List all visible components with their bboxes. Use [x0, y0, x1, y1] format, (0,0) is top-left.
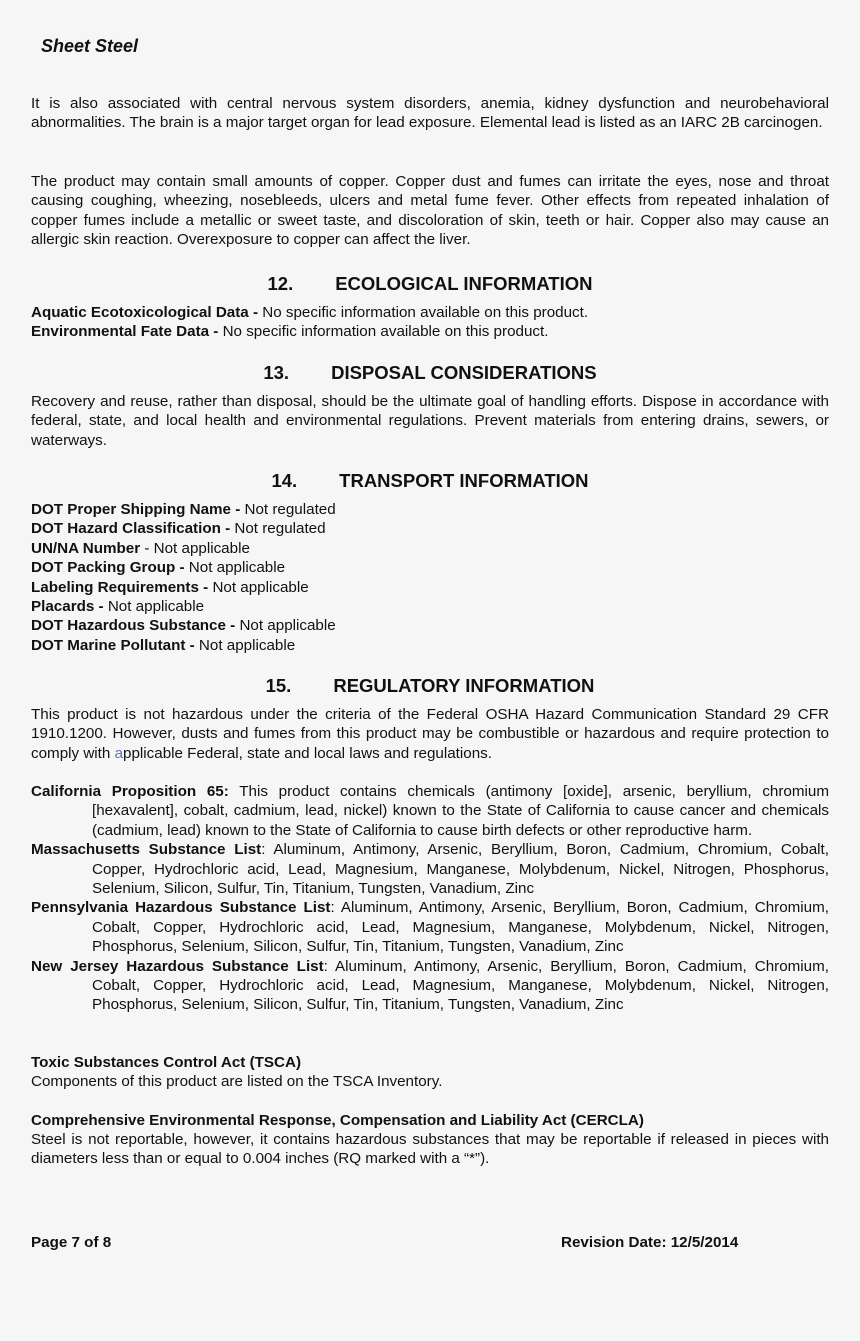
intro-paragraph-copper: The product may contain small amounts of copper. Copper dust and fumes can irritate the eyes, nose and throat causing coughing, wheezing, nosebleeds, ulcers and metal fume fever. Other effects from repeated inhalation of copper fumes include a metallic or sweet taste, and discoloration of skin, teeth or hair. Copper also may cause an allergic skin reaction. Overexposure to copper can affect the liver.	[31, 173, 829, 249]
kv-value: Not applicable	[194, 636, 296, 654]
list-label: Pennsylvania Hazardous Substance List	[31, 899, 331, 917]
section-12-title: ECOLOGICAL INFORMATION	[335, 273, 593, 294]
kv-label: DOT Hazardous Substance -	[31, 617, 236, 635]
section-14-heading	[31, 470, 829, 492]
kv-value: No specific information available on this product.	[258, 304, 589, 321]
tsca-text: Components of this product are listed on the TSCA Inventory.	[31, 1073, 443, 1090]
section-12-heading	[31, 273, 829, 295]
list-massachusetts	[31, 840, 829, 898]
intro-text-highlight: a	[114, 744, 124, 762]
list-value: This product contains chemicals (antimony [oxide], arsenic, beryllium, chromium [hexavalent], cobalt, cadmium, lead, nickel) known to the State of California to cause cancer and chemicals (cadmium, lead) known to the State of California to cause birth defects or other reproductive harm.	[92, 783, 829, 839]
section-15-title: REGULATORY INFORMATION	[333, 675, 595, 696]
kv-label: Environmental Fate Data -	[31, 323, 219, 341]
kv-packing-group	[31, 558, 829, 577]
list-label: New Jersey Hazardous Substance List	[31, 957, 324, 975]
section-13-title: DISPOSAL CONSIDERATIONS	[331, 362, 597, 383]
list-value: : Aluminum, Antimony, Arsenic, Beryllium, Boron, Cadmium, Chromium, Cobalt, Copper, Hydrochloric acid, Lead, Magnesium, Manganese, Molybdenum, Nickel, Nitrogen, Phosphorus, Selenium, Silicon, Sulfur, Tin, Titanium, Tungsten, Vanadium, Zinc	[92, 841, 829, 898]
list-label: California Proposition 65:	[31, 783, 229, 800]
kv-label: UN/NA Number	[31, 539, 141, 557]
kv-value: Not applicable	[208, 578, 309, 596]
revision-date: Revision Date: 12/5/2014	[561, 1234, 739, 1251]
kv-value: Not regulated	[230, 520, 326, 538]
intro-paragraph-lead: It is also associated with central nervous system disorders, anemia, kidney dysfunction and neurobehavioral abnormalities. The brain is a major target organ for lead exposure. Elemental lead is listed as an IARC 2B carcinogen.	[31, 95, 829, 132]
kv-un-number	[31, 539, 829, 558]
section-15-heading	[31, 675, 829, 697]
kv-label: DOT Packing Group -	[31, 559, 185, 577]
kv-value: Not applicable	[235, 617, 336, 635]
kv-aquatic	[31, 303, 829, 322]
kv-marine-pollutant	[31, 636, 829, 655]
section-13-heading	[31, 362, 829, 384]
section-15-intro	[31, 705, 829, 763]
document-title: Sheet Steel	[41, 36, 139, 56]
section-14-list	[31, 500, 829, 655]
kv-hazard-class	[31, 519, 829, 538]
list-pennsylvania	[31, 898, 829, 956]
section-12-number: 12.	[267, 273, 294, 294]
kv-value: Not applicable	[103, 598, 205, 616]
kv-label: DOT Hazard Classification -	[31, 520, 231, 538]
kv-hazardous-substance	[31, 616, 829, 635]
kv-label: Aquatic Ecotoxicological Data -	[31, 304, 259, 321]
list-new-jersey	[31, 957, 829, 1015]
kv-placards	[31, 597, 829, 616]
tsca-title: Toxic Substances Control Act (TSCA)	[31, 1054, 302, 1071]
kv-label: DOT Proper Shipping Name -	[31, 501, 241, 518]
kv-value: Not regulated	[240, 501, 336, 518]
section-13-text: Recovery and reuse, rather than disposal, should be the ultimate goal of handling efforts. Dispose in accordance with federal, state, and local health and environmental regulations. Prevent materials from entering drains, sewers, or waterways.	[31, 393, 829, 449]
list-california-prop65	[31, 782, 829, 840]
cercla-text: Steel is not reportable, however, it contains hazardous substances that may be reportable if released in pieces with diameters less than or equal to 0.004 inches (RQ marked with a “*”).	[31, 1131, 829, 1168]
list-value: : Aluminum, Antimony, Arsenic, Beryllium, Boron, Cadmium, Chromium, Cobalt, Copper, Hydrochloric acid, Lead, Magnesium, Manganese, Molybdenum, Nickel, Nitrogen, Phosphorus, Selenium, Silicon, Sulfur, Tin, Titanium, Tungsten, Vanadium, Zinc	[92, 899, 829, 956]
intro-text-b: pplicable Federal, state and local laws and regulations.	[123, 744, 492, 762]
kv-value: No specific information available on this product.	[218, 323, 549, 341]
section-15-number: 15.	[265, 675, 292, 696]
kv-value: - Not applicable	[140, 539, 250, 557]
section-12-list	[31, 303, 829, 342]
state-lists	[31, 782, 829, 1015]
list-value: : Aluminum, Antimony, Arsenic, Beryllium, Boron, Cadmium, Chromium, Cobalt, Copper, Hydrochloric acid, Lead, Magnesium, Manganese, Molybdenum, Nickel, Nitrogen, Phosphorus, Selenium, Silicon, Sulfur, Tin, Titanium, Tungsten, Vanadium, Zinc	[92, 957, 829, 1014]
kv-environmental-fate	[31, 322, 829, 341]
kv-shipping-name	[31, 500, 829, 519]
section-13-number: 13.	[263, 362, 290, 383]
kv-label: DOT Marine Pollutant -	[31, 636, 195, 654]
intro-text-a: This product is not hazardous under the criteria of the Federal OSHA Hazard Communication Standard 29 CFR 1910.1200. However, dusts and fumes from this product may be combustible or hazardous and require protection to comply with	[31, 706, 829, 762]
kv-label: Labeling Requirements -	[31, 578, 209, 596]
list-label: Massachusetts Substance List	[31, 841, 262, 859]
kv-labeling	[31, 578, 829, 597]
kv-value: Not applicable	[184, 559, 286, 577]
kv-label: Placards -	[31, 598, 104, 616]
section-14-number: 14.	[271, 470, 298, 491]
page-number: Page 7 of 8	[31, 1234, 112, 1251]
cercla-title: Comprehensive Environmental Response, Compensation and Liability Act (CERCLA)	[31, 1112, 644, 1129]
section-14-title: TRANSPORT INFORMATION	[339, 470, 589, 491]
